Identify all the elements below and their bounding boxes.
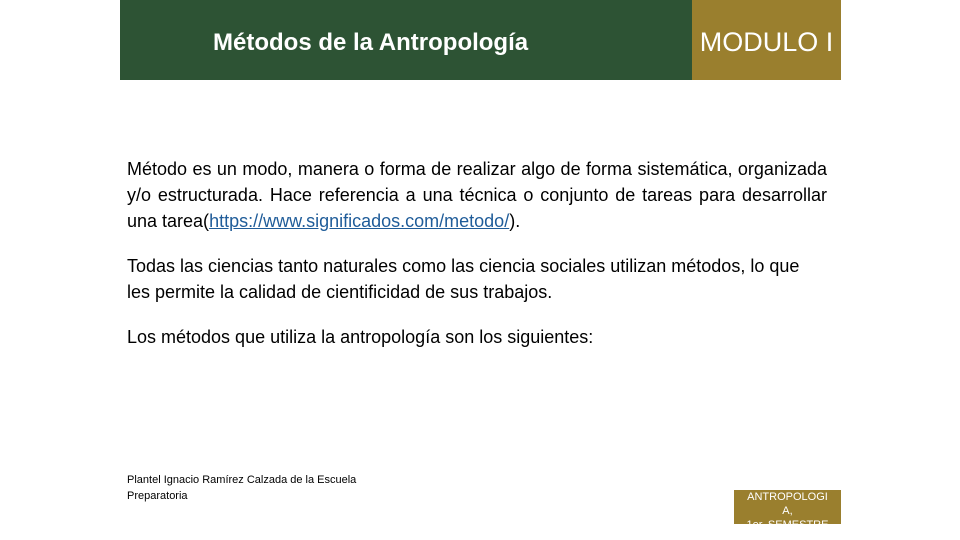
- page-title: Métodos de la Antropología: [213, 29, 529, 56]
- badge-line-2: A,: [782, 505, 793, 517]
- module-label: MODULO I: [699, 27, 834, 57]
- badge-line-1: ANTROPOLOGI: [747, 491, 828, 503]
- header-title-bar: [120, 0, 692, 80]
- footer-subject-badge: [734, 490, 841, 531]
- module-badge: [692, 0, 841, 80]
- paragraph-methods-intro: Los métodos que utiliza la antropología son los siguientes:: [127, 327, 594, 347]
- paragraph-sciences: Todas las ciencias tanto naturales como las ciencia sociales utilizan métodos, lo que les permite la calidad de cientificidad de sus trabajos.: [127, 256, 800, 302]
- badge-line-3: 1er. SEMESTRE: [746, 519, 829, 531]
- footer-school-name: Plantel Ignacio Ramírez Calzada de la Escuela Preparatoria: [127, 474, 357, 502]
- source-link[interactable]: https://www.significados.com/metodo/: [209, 211, 510, 231]
- definition-end: ).: [509, 211, 521, 231]
- definition-text: Método es un modo, manera o forma de realizar algo de forma sistemática, organizada y/o estructurada. Hace referencia a una técnica o conjunto de tareas para desarrollar una tarea(: [127, 159, 827, 231]
- paragraph-definition: [127, 156, 827, 234]
